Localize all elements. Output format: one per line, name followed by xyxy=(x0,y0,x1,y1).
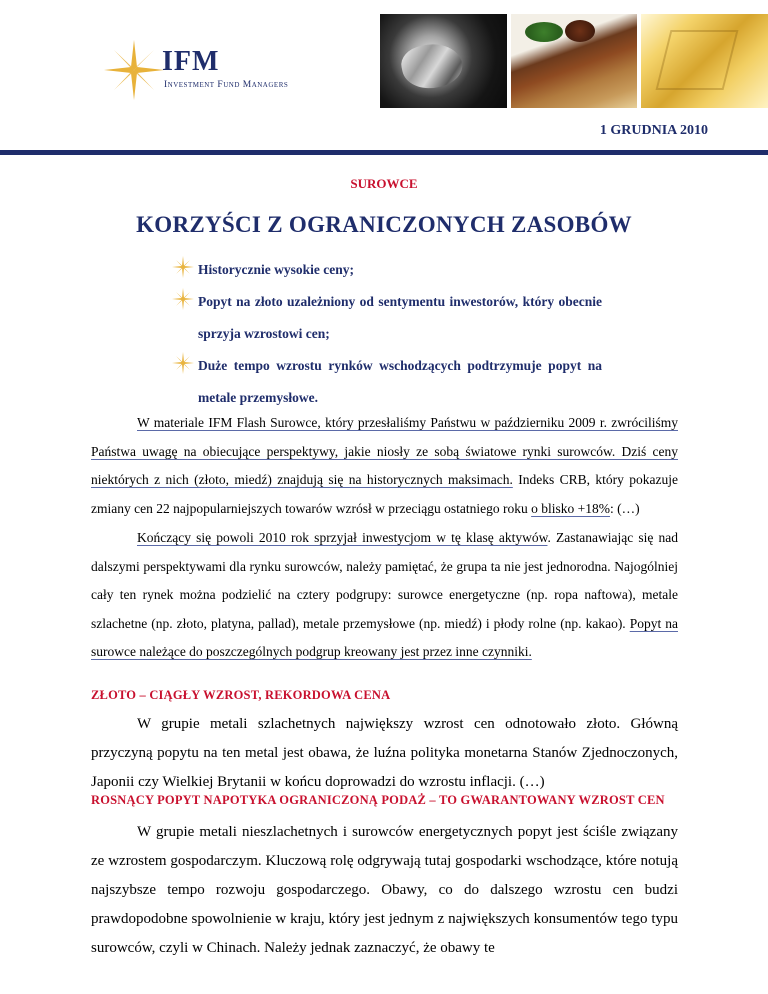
intro-text-underlined: W materiale IFM Flash Surowce, który przesłaliśmy Państwu w październiku 2009 r. zwróciliśmy Państwa uwagę na obiecujące perspektywy, jakie niosły ze sobą światowe rynki surowców. Dziś ceny niektórych z nich (złoto, miedź) znajdują się na historycznych maksimach. xyxy=(91,415,678,487)
demand-paragraph-text: W grupie metali nieszlachetnych i surowców energetycznych popyt jest ściśle związany ze wzrostem gospodarczym. Kluczową rolę odgrywają tutaj gospodarki wschodzące, które notują najszybsze tempo rozwoju gospodarczego. Obawy, co do dalszego wzrostu cen budzi prawdopodobne spowolnienie w kraju, który jest jednym z największych konsumentów tego typu surowców, czyli w Chinach. Należy jednak zaznaczyć, że obawy te xyxy=(91,824,678,956)
key-point xyxy=(172,350,602,414)
demand-section-heading: ROSNĄCY POPYT NAPOTYKA OGRANICZONĄ PODAŻ – TO GWARANTOWANY WZROST CEN xyxy=(91,793,665,807)
section-label: SUROWCE xyxy=(350,176,418,191)
star-bullet-icon xyxy=(172,288,194,310)
demand-paragraph xyxy=(91,818,678,963)
compass-star-logo-icon xyxy=(104,40,164,100)
intro-growth-figure: o blisko +18% xyxy=(531,500,610,516)
header-divider xyxy=(0,150,768,155)
ifm-logo xyxy=(104,40,304,100)
logo-text: IFM xyxy=(162,46,220,77)
star-bullet-icon xyxy=(172,256,194,278)
key-point xyxy=(172,254,602,286)
logo-subtitle: Investment Fund Managers xyxy=(164,80,289,90)
silver-nugget-image xyxy=(380,14,507,108)
gold-paragraph xyxy=(91,710,678,797)
publication-date: 1 GRUDNIA 2010 xyxy=(599,123,708,138)
header-photos xyxy=(380,14,768,108)
intro-text-end: : (…) xyxy=(609,500,640,516)
outlook-paragraph xyxy=(91,524,678,667)
intro-text: Indeks CRB, który pokazuje zmiany cen 22 najpopularniejszych towarów wzrósł w przeciągu ostatniego roku xyxy=(91,472,678,516)
gold-paragraph-text: W grupie metali szlachetnych największy wzrost cen odnotowało złoto. Główną przyczyną popytu na ten metal jest obawa, że luźna polityka monetarna Stanów Zjednoczonych, Japonii czy Wielkiej Brytanii w końcu doprowadzi do wzrostu inflacji. (…) xyxy=(91,716,678,790)
gold-section-heading: ZŁOTO – CIĄGŁY WZROST, REKORDOWA CENA xyxy=(91,688,391,702)
page-title: KORZYŚCI Z OGRANICZONYCH ZASOBÓW xyxy=(136,212,632,237)
outlook-text-underlined: Kończący się powoli 2010 rok sprzyjał inwestycjom w tę klasę aktywów xyxy=(137,530,548,545)
key-point xyxy=(172,286,602,350)
outlook-text: . Zastanawiając się nad dalszymi perspektywami dla rynku surowców, należy pamiętać, że grupa ta nie jest jednorodna. Najogólniej cały ten rynek można podzielić na cztery podgrupy: surowce energetyczne (np. ropa naftowa), metale szlachetne (np. złoto, platyna, pallad), metale przemysłowe (np. miedź) i płody rolne (np. kakao). xyxy=(91,530,678,631)
key-point-text: Historycznie wysokie ceny; xyxy=(198,262,354,277)
key-point-text: Duże tempo wzrostu rynków wschodzących podtrzymuje popyt na metale przemysłowe. xyxy=(198,358,602,405)
gold-bar-image xyxy=(641,14,768,108)
star-bullet-icon xyxy=(172,352,194,374)
outlook-text-underlined-end: Popyt na surowce należące do poszczególnych podgrup kreowany jest przez inne czynniki. xyxy=(91,615,678,659)
key-point-text: Popyt na złoto uzależniony od sentymentu inwestorów, który obecnie sprzyja wzrostowi cen; xyxy=(198,294,602,341)
key-points-list xyxy=(172,254,602,414)
commodities-spices-image xyxy=(511,14,638,108)
intro-paragraph xyxy=(91,409,678,523)
